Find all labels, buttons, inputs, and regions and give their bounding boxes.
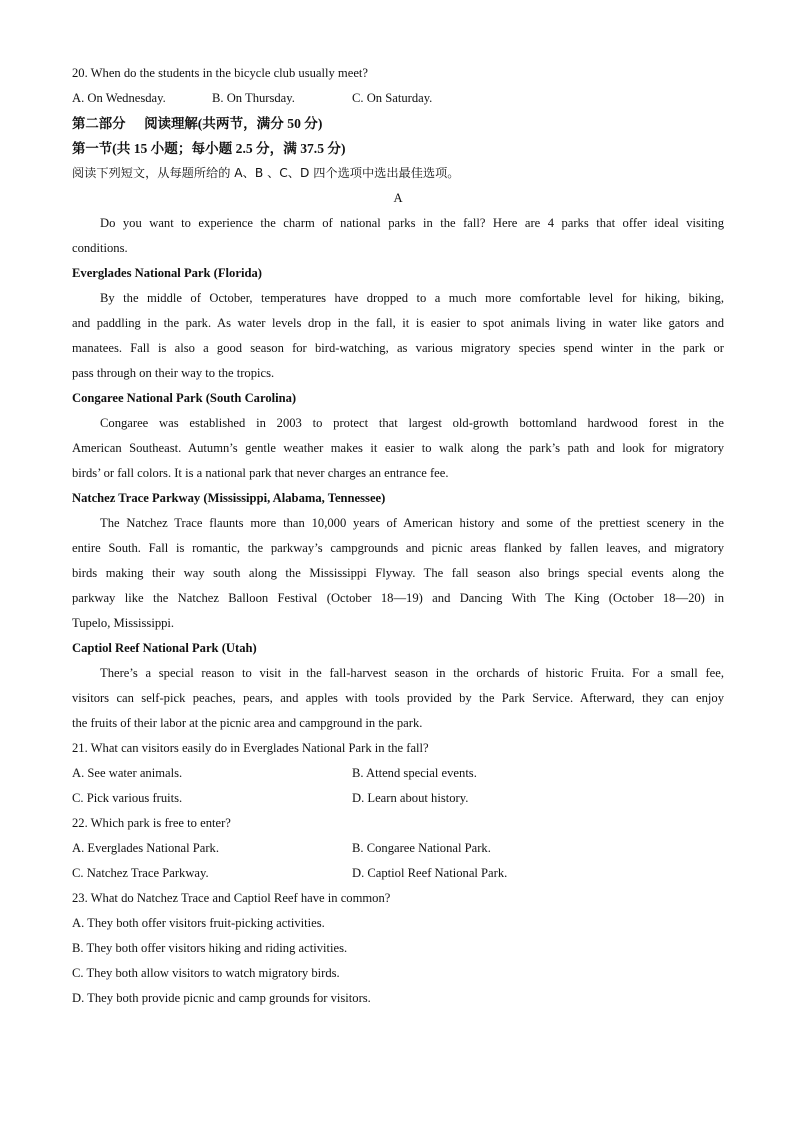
paragraph-line: entire South. Fall is romantic, the parkway’s campgrounds and picnic areas flanked by fallen leaves, and migratory xyxy=(72,541,724,555)
q20-option-a: A. On Wednesday. xyxy=(72,91,166,105)
paragraph-line: the fruits of their labor at the picnic area and campground in the park. xyxy=(72,716,423,730)
part2-title-rest: (共两节，满分 50 分) xyxy=(197,116,323,131)
q20-options xyxy=(72,86,724,111)
part2-heading xyxy=(72,111,724,136)
passage-letter: A xyxy=(393,191,403,205)
intro-line-1: Do you want to experience the charm of national parks in the fall? Here are 4 parks that offer ideal visiting xyxy=(100,216,724,230)
paragraph-line: Tupelo, Mississippi. xyxy=(72,616,175,630)
q21-options-row-1 xyxy=(72,761,724,786)
q21-option-d: D. Learn about history. xyxy=(352,791,469,805)
paragraph-line: pass through on their way to the tropics. xyxy=(72,366,275,380)
q21-options-row-2 xyxy=(72,786,724,811)
q23-option-b: B. They both offer visitors hiking and riding activities. xyxy=(72,941,348,955)
paragraph-line: By the middle of October, temperatures have dropped to a much more comfortable level for hiking, biking, xyxy=(100,291,724,305)
q21-option-b: B. Attend special events. xyxy=(352,766,477,780)
q22-question: 22. Which park is free to enter? xyxy=(72,816,231,830)
paragraph-line: birds’ or fall colors. It is a national park that never charges an entrance fee. xyxy=(72,466,449,480)
park-heading-everglades: Everglades National Park (Florida) xyxy=(72,266,262,280)
section1-title-b: (共 15 小题；每小题 2.5 分，满 37.5 分) xyxy=(112,141,346,156)
park-heading-congaree: Congaree National Park (South Carolina) xyxy=(72,391,297,405)
q23-option-d: D. They both provide picnic and camp grounds for visitors. xyxy=(72,991,371,1005)
instruction: 阅读下列短文，从每题所给的 A、B 、C、D 四个选项中选出最佳选项。 xyxy=(72,166,460,180)
paragraph-line: Congaree was established in 2003 to protect that largest old-growth bottomland hardwood forest in the xyxy=(100,416,724,430)
q22-option-c: C. Natchez Trace Parkway. xyxy=(72,866,209,880)
paragraph-line: There’s a special reason to visit in the fall-harvest season in the orchards of historic Fruita. For a small fee, xyxy=(100,666,724,680)
paragraph-line: The Natchez Trace flaunts more than 10,000 years of American history and some of the prettiest scenery in the xyxy=(100,516,724,530)
q20-option-b: B. On Thursday. xyxy=(212,91,295,105)
q23-option-c: C. They both allow visitors to watch migratory birds. xyxy=(72,966,340,980)
q22-options-row-2 xyxy=(72,861,724,886)
q21-question: 21. What can visitors easily do in Everglades National Park in the fall? xyxy=(72,741,429,755)
park-heading-captiol-reef: Captiol Reef National Park (Utah) xyxy=(72,641,257,655)
paragraph-line: manatees. Fall is also a good season for bird-watching, as various migratory species spend winter in the park or xyxy=(72,341,724,355)
q23-option-a: A. They both offer visitors fruit-picking activities. xyxy=(72,916,325,930)
q22-options-row-1 xyxy=(72,836,724,861)
paragraph-line: parkway like the Natchez Balloon Festival (October 18—19) and Dancing With The King (October 18—20) in xyxy=(72,591,724,605)
q23-question: 23. What do Natchez Trace and Captiol Reef have in common? xyxy=(72,891,391,905)
park-heading-natchez: Natchez Trace Parkway (Mississippi, Alabama, Tennessee) xyxy=(72,491,386,505)
q22-option-b: B. Congaree National Park. xyxy=(352,841,491,855)
q21-option-c: C. Pick various fruits. xyxy=(72,791,183,805)
q21-option-a: A. See water animals. xyxy=(72,766,183,780)
section1-heading xyxy=(72,136,724,161)
q20-option-c: C. On Saturday. xyxy=(352,91,433,105)
intro-line-2: conditions. xyxy=(72,241,128,255)
q22-option-d: D. Captiol Reef National Park. xyxy=(352,866,508,880)
exam-page xyxy=(72,61,724,1011)
q20-question: 20. When do the students in the bicycle club usually meet? xyxy=(72,66,368,80)
paragraph-line: American Southeast. Autumn’s gentle weather makes it easier to walk along the park’s path and look for migratory xyxy=(72,441,724,455)
paragraph-line: and paddling in the park. As water levels drop in the fall, it is easier to spot animals living in water like gators and xyxy=(72,316,724,330)
paragraph-line: visitors can self-pick peaches, pears, and apples with tools provided by the Park Service. Afterward, they can enjoy xyxy=(72,691,724,705)
paragraph-line: birds making their way south along the Mississippi Flyway. The fall season also brings special events along the xyxy=(72,566,724,580)
part2-title-cn: 第二部分 阅读理解 xyxy=(72,117,198,132)
q22-option-a: A. Everglades National Park. xyxy=(72,841,220,855)
section1-title-a: 第一节 xyxy=(72,142,113,157)
